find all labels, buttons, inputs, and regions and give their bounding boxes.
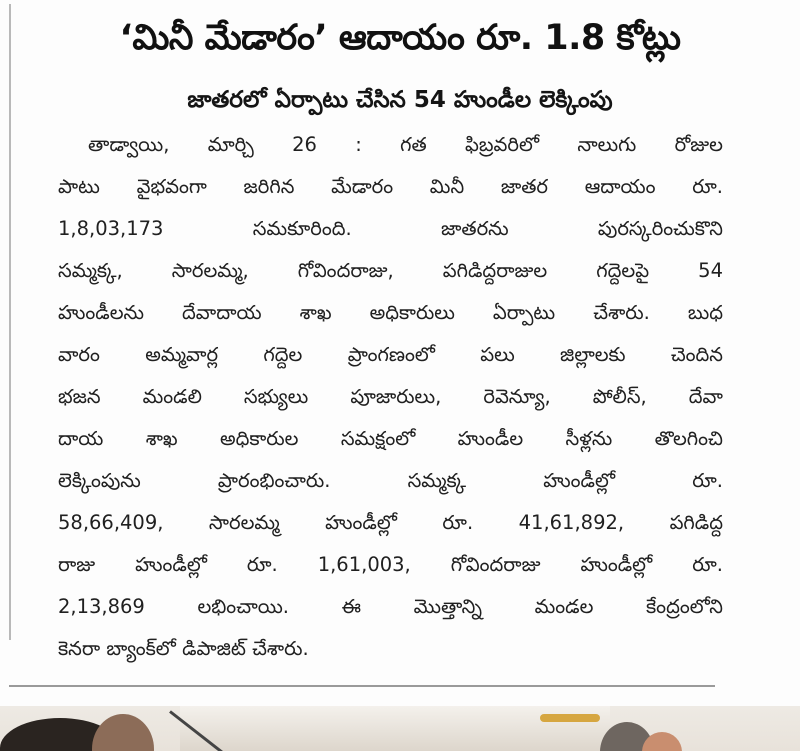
body-line: వారం అమ్మవార్ల గద్దెల ప్రాంగణంలో పలు జిల్లాలకు చెందిన [58, 343, 723, 366]
column-rule [9, 4, 11, 640]
article-body [58, 124, 723, 670]
body-line: తాడ్వాయి, మార్చి 26 : గత ఫిబ్రవరిలో నాలుగు రోజుల [88, 133, 723, 156]
body-line: సమ్మక్క, సారలమ్మ, గోవిందరాజు, పగిడిద్దరాజుల గద్దెలపై 54 [58, 259, 723, 282]
article-headline: ‘మినీ మేడారం’ ఆదాయం రూ. 1.8 కోట్లు [119, 18, 681, 58]
body-line: 2,13,869 లభించాయి. ఈ మొత్తాన్ని మండల కేంద్రంలోని [58, 595, 723, 618]
body-line: కెనరా బ్యాంక్‌లో డిపాజిట్ చేశారు. [58, 637, 309, 660]
section-divider [9, 685, 715, 687]
photo-light-fixture [540, 714, 600, 722]
body-line: రాజు హుండీల్లో రూ. 1,61,003, గోవిందరాజు హుండీల్లో రూ. [58, 553, 723, 576]
article-subheadline: జాతరలో ఏర్పాటు చేసిన 54 హుండీల లెక్కింపు [187, 87, 613, 113]
body-line: 58,66,409, సారలమ్మ హుండీల్లో రూ. 41,61,892, పగిడిద్ద [58, 511, 723, 534]
body-line: 1,8,03,173 సమకూరింది. జాతరను పురస్కరించుకొని [58, 217, 723, 240]
body-line: హుండీలను దేవాదాయ శాఖ అధికారులు ఏర్పాటు చేశారు. బుధ [58, 301, 723, 324]
photo-person-silhouette [92, 714, 154, 751]
body-line: లెక్కింపును ప్రారంభించారు. సమ్మక్క హుండీల్లో రూ. [58, 469, 723, 492]
body-line: పాటు వైభవంగా జరిగిన మేడారం మినీ జాతర ఆదాయం రూ. [58, 175, 723, 198]
body-line: దాయ శాఖ అధికారుల సమక్షంలో హుండీల సీళ్లను తొలగించి [58, 427, 723, 450]
body-line: భజన మండలి సభ్యులు పూజారులు, రెవెన్యూ, పోలీస్, దేవా [58, 385, 723, 408]
news-photo [0, 706, 800, 751]
photo-background [180, 706, 610, 751]
